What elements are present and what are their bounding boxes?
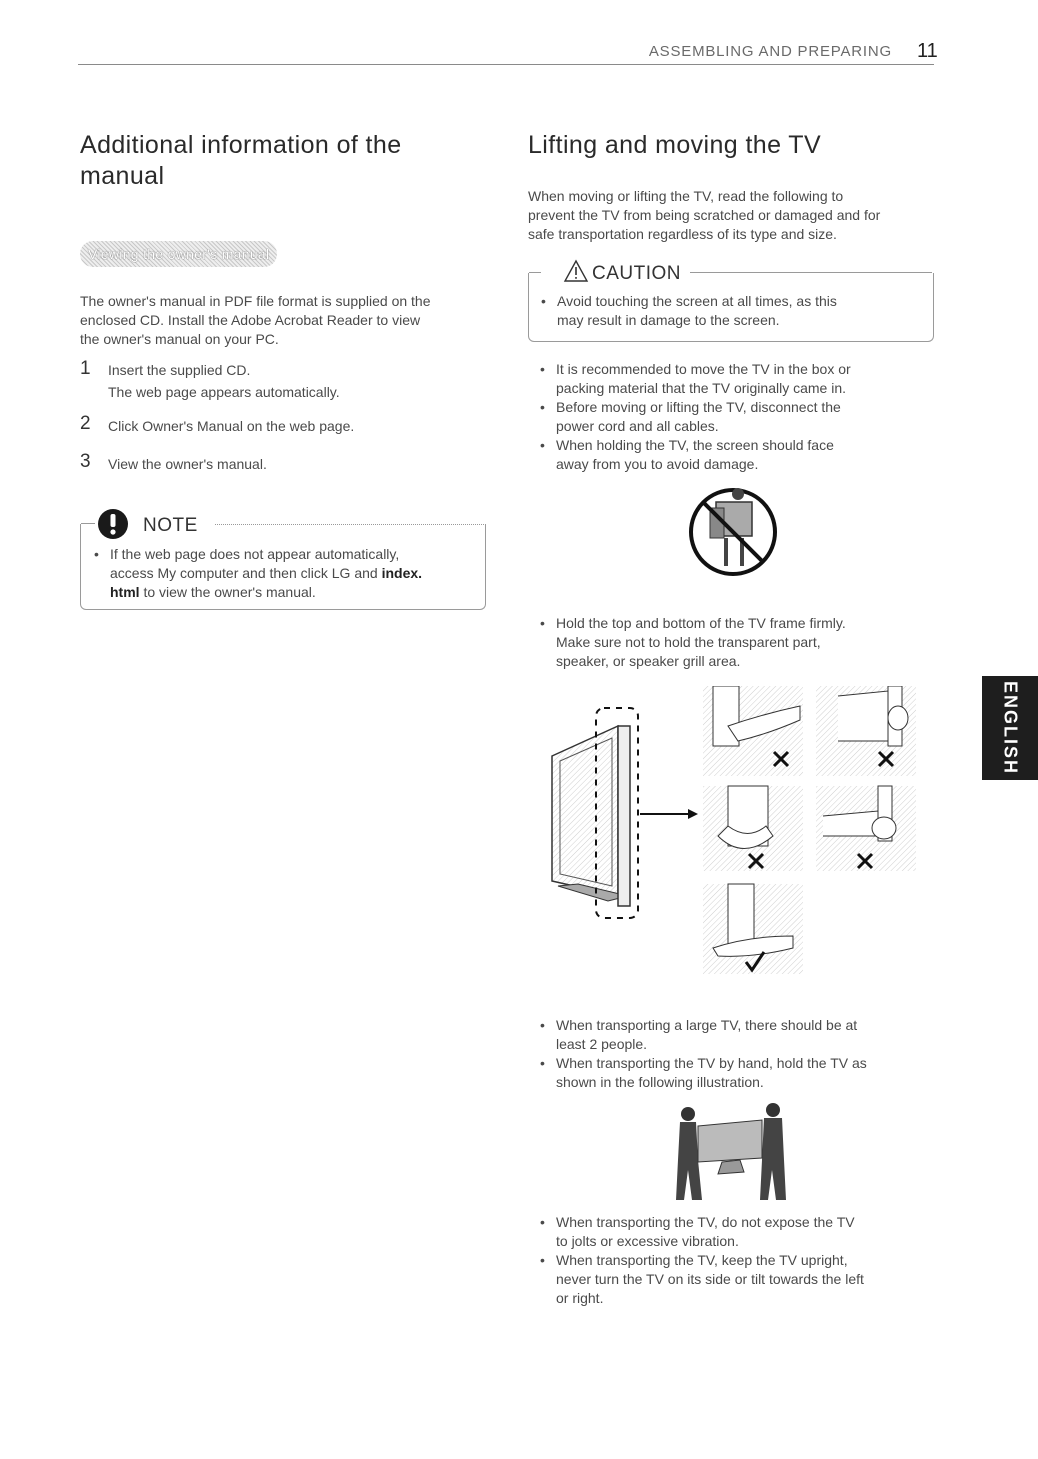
bullet-item: • When transporting a large TV, there should be at least 2 people. (536, 1016, 936, 1054)
right-heading: Lifting and moving the TV (528, 131, 822, 159)
left-heading-line1: Additional information of the (80, 131, 402, 159)
step-number: 2 (80, 413, 91, 434)
language-side-tab (982, 676, 1038, 780)
caution-warning-icon (563, 259, 589, 283)
left-heading-line2: manual (80, 162, 165, 190)
left-intro-line: enclosed CD. Install the Adobe Acrobat Reader to view (80, 312, 421, 328)
caution-list (537, 292, 927, 330)
steps-list (80, 358, 490, 478)
moving-bullets (536, 360, 936, 474)
left-intro-line: the owner's manual on your PC. (80, 331, 279, 347)
bullet-item: • When transporting the TV by hand, hold the TV as shown in the following illustration. (536, 1054, 936, 1092)
bullet-item: • When transporting the TV, do not expose the TV to jolts or excessive vibration. (536, 1213, 936, 1251)
no-screen-facing-illustration (686, 482, 780, 578)
right-intro-line: prevent the TV from being scratched or damaged and for (528, 207, 881, 223)
bullet-item: • When holding the TV, the screen should face away from you to avoid damage. (536, 436, 936, 474)
transport-bullets (536, 1016, 936, 1092)
step-number: 1 (80, 358, 91, 379)
bullet-item: • It is recommended to move the TV in the box or packing material that the TV originally came in. (536, 360, 936, 398)
note-item: • If the web page does not appear automatically, access My computer and then click LG and index. html to view the owner's manual. (90, 545, 480, 602)
tv-holding-illustration (538, 686, 918, 986)
header-rule (78, 64, 934, 65)
running-header-section: ASSEMBLING AND PREPARING (648, 43, 892, 60)
bullet-item: • Before moving or lifting the TV, disconnect the power cord and all cables. (536, 398, 936, 436)
step-number: 3 (80, 451, 91, 472)
two-people-carrying-illustration (676, 1100, 786, 1202)
caution-item: • Avoid touching the screen at all times, as this may result in damage to the screen. (537, 292, 927, 330)
bullet-item: • Hold the top and bottom of the TV frame firmly. Make sure not to hold the transparent part, speaker, or speaker grill area. (536, 614, 936, 671)
left-intro-line: The owner's manual in PDF file format is supplied on the (80, 293, 431, 309)
step-text: View the owner's manual. (108, 456, 267, 472)
holding-bullets (536, 614, 936, 671)
left-heading (80, 130, 402, 192)
step-text: Insert the supplied CD. (108, 362, 251, 378)
step-text: Click Owner's Manual on the web page. (108, 418, 355, 434)
right-intro-line: When moving or lifting the TV, read the following to (528, 188, 844, 204)
note-exclamation-icon (97, 508, 129, 540)
note-list (90, 545, 480, 602)
transport-caution-bullets (536, 1213, 936, 1308)
page-number: 11 (917, 40, 938, 62)
right-intro-line: safe transportation regardless of its type and size. (528, 226, 837, 242)
language-tab-label: ENGLISH (1000, 680, 1021, 776)
bullet-item: • When transporting the TV, keep the TV upright, never turn the TV on its side or tilt towards the left or right. (536, 1251, 936, 1308)
right-intro (528, 187, 948, 244)
subsection-pill: Viewing the owner's manual (80, 241, 277, 267)
left-intro (80, 292, 490, 349)
step-subtext: The web page appears automatically. (108, 384, 340, 400)
note-title: NOTE (143, 515, 198, 536)
caution-title: CAUTION (592, 263, 681, 284)
